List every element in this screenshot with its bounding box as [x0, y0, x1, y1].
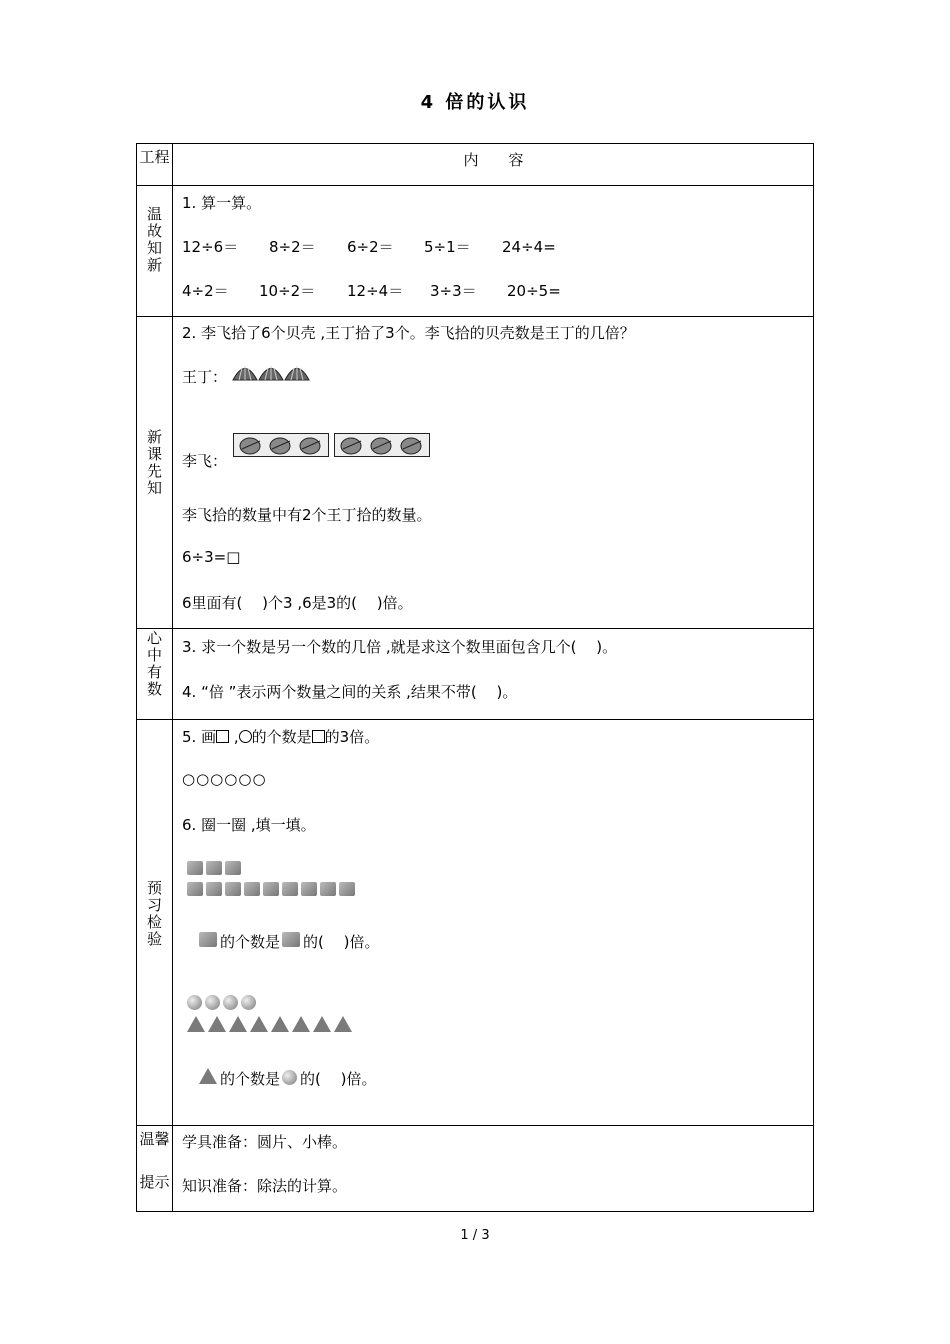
tips-line-1: 学具准备：圆片、小棒。	[182, 1133, 348, 1151]
wangding-label: 王丁：	[182, 368, 228, 386]
section-label-review: 温故知新	[146, 205, 162, 274]
header-col2: 内 容	[463, 151, 524, 169]
row-divider	[137, 185, 813, 186]
shell-icon	[238, 435, 264, 455]
shell-box	[334, 433, 430, 457]
header-col1: 工程	[139, 148, 170, 166]
equation: 20÷5=	[507, 282, 561, 300]
shell-icon	[268, 435, 294, 455]
cube-icon	[301, 882, 317, 896]
equation: 3÷3＝	[430, 282, 477, 300]
row-divider	[137, 719, 813, 720]
equation: 6÷2＝	[347, 238, 394, 256]
equation: 10÷2＝	[259, 282, 316, 300]
cube-icon	[206, 882, 222, 896]
triangle-icon	[187, 1016, 205, 1032]
ball-icon	[187, 995, 202, 1010]
ball-icon	[241, 995, 256, 1010]
question-1: 1. 算一算。	[182, 194, 262, 212]
shell-box	[233, 433, 329, 457]
question-4: 4. “倍 ”表示两个数量之间的关系 ,结果不带( )。	[182, 683, 518, 701]
cube-group-top	[187, 860, 244, 879]
lifei-shells	[233, 433, 430, 459]
triangle-question: 的个数是 的( )倍。	[199, 1068, 377, 1089]
cube-icon	[263, 882, 279, 896]
section-label-tips-1: 温馨	[139, 1130, 170, 1148]
cube-icon	[199, 932, 217, 947]
section-label-concept: 心中有数	[146, 629, 162, 698]
triangle-icon	[229, 1016, 247, 1032]
triangle-icon	[334, 1016, 352, 1032]
cube-icon	[225, 882, 241, 896]
page-title: 4 倍的认识	[420, 92, 530, 113]
triangle-icon	[250, 1016, 268, 1032]
row-divider	[137, 1125, 813, 1126]
shell-icon	[258, 363, 284, 381]
shell-icon	[399, 435, 425, 455]
equation-6-3: 6÷3=□	[182, 548, 241, 566]
equation-row-2	[182, 280, 561, 301]
shell-icon	[339, 435, 365, 455]
triangle-icon	[208, 1016, 226, 1032]
shell-icon	[298, 435, 324, 455]
lesson-table	[136, 143, 814, 1212]
cube-icon	[187, 882, 203, 896]
cube-icon	[206, 861, 222, 875]
shell-group	[232, 362, 310, 380]
cube-icon	[225, 861, 241, 875]
circle-icon	[239, 730, 252, 743]
lifei-label: 李飞：	[182, 452, 228, 470]
section-label-tips-2: 提示	[139, 1173, 170, 1191]
row-divider	[137, 628, 813, 629]
question-6: 6. 圈一圈 ,填一填。	[182, 816, 316, 834]
ball-icon	[282, 1070, 297, 1085]
triangle-icon	[199, 1068, 217, 1084]
equation-row-1	[182, 236, 556, 257]
cube-icon	[282, 882, 298, 896]
equation: 24÷4=	[502, 238, 556, 256]
fill-blank: 6里面有( )个3 ,6是3的( )倍。	[182, 594, 413, 612]
triangle-group	[187, 1016, 355, 1036]
section-label-preview: 新课先知	[146, 428, 162, 497]
cube-icon	[244, 882, 260, 896]
question-2: 2. 李飞拾了6个贝壳 ,王丁拾了3个。李飞拾的贝壳数是王丁的几倍？	[182, 324, 635, 342]
section-label-check: 预习检验	[146, 879, 162, 948]
equation: 12÷4＝	[347, 282, 404, 300]
ball-icon	[205, 995, 220, 1010]
cube-group-bottom	[187, 881, 358, 900]
page-number: 1 / 3	[460, 1228, 490, 1243]
shell-icon	[369, 435, 395, 455]
shell-icon	[232, 363, 258, 381]
row-divider	[137, 316, 813, 317]
statement: 李飞拾的数量中有2个王丁拾的数量。	[182, 506, 432, 524]
wangding-row	[182, 366, 310, 387]
triangle-icon	[292, 1016, 310, 1032]
tips-line-2: 知识准备：除法的计算。	[182, 1177, 348, 1195]
equation: 4÷2＝	[182, 282, 229, 300]
square-icon	[312, 730, 325, 743]
square-icon	[216, 730, 229, 743]
column-divider	[172, 144, 173, 1211]
ball-icon	[223, 995, 238, 1010]
equation: 5÷1＝	[424, 238, 471, 256]
equation: 8÷2＝	[269, 238, 316, 256]
cube-icon	[339, 882, 355, 896]
cube-question: 的个数是 的( )倍。	[199, 931, 380, 952]
triangle-icon	[271, 1016, 289, 1032]
shell-icon	[284, 363, 310, 381]
triangle-icon	[313, 1016, 331, 1032]
circles-row: ○○○○○○	[182, 770, 267, 788]
cube-icon	[282, 932, 300, 947]
question-5: 5. 画 , 的个数是 的3倍。	[182, 728, 380, 746]
equation: 12÷6＝	[182, 238, 239, 256]
question-3: 3. 求一个数是另一个数的几倍 ,就是求这个数里面包含几个( )。	[182, 638, 618, 656]
ball-group	[187, 995, 259, 1014]
cube-icon	[187, 861, 203, 875]
cube-icon	[320, 882, 336, 896]
